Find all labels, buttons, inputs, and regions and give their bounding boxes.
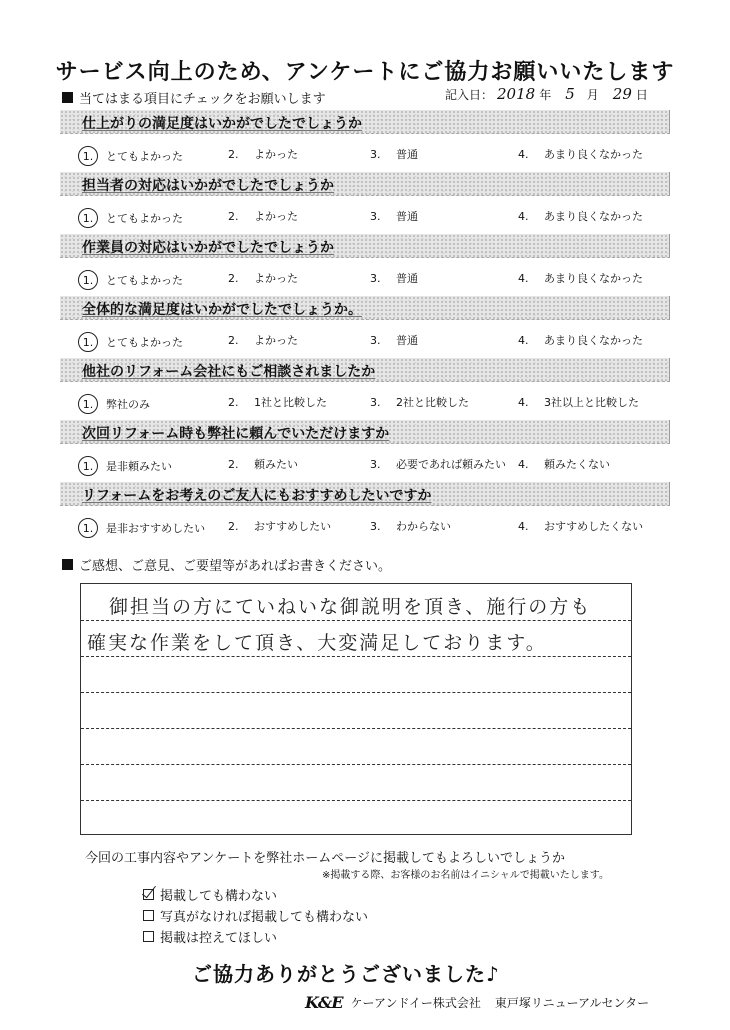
question-header bbox=[60, 420, 670, 444]
option-number: 3. bbox=[370, 333, 381, 347]
option-label: 是非頼みたい bbox=[106, 460, 172, 473]
publish-question: 今回の工事内容やアンケートを弊社ホームページに掲載してもよろしいでしょうか bbox=[85, 851, 565, 866]
option-label: 普通 bbox=[396, 148, 418, 161]
thanks-message: ご協力ありがとうございました♪ bbox=[192, 962, 500, 986]
option-2[interactable] bbox=[228, 394, 327, 410]
date-day-unit: 日 bbox=[635, 88, 648, 102]
option-number: 1. bbox=[78, 394, 98, 414]
option-1[interactable] bbox=[82, 270, 183, 290]
question-2 bbox=[60, 172, 670, 234]
question-header bbox=[60, 110, 670, 134]
option-4[interactable] bbox=[518, 208, 643, 224]
option-3[interactable] bbox=[370, 456, 506, 472]
option-1[interactable] bbox=[82, 332, 183, 352]
option-label: わからない bbox=[396, 520, 451, 533]
option-label: よかった bbox=[254, 210, 298, 223]
option-number: 4. bbox=[518, 147, 529, 161]
question-list bbox=[60, 110, 670, 544]
publish-option-label: 掲載しても構わない bbox=[160, 889, 278, 904]
option-number: 3. bbox=[370, 147, 381, 161]
publish-options bbox=[143, 884, 368, 947]
option-label: あまり良くなかった bbox=[544, 148, 643, 161]
option-3[interactable] bbox=[370, 394, 469, 410]
option-1[interactable] bbox=[82, 208, 183, 228]
option-4[interactable] bbox=[518, 518, 643, 534]
option-4[interactable] bbox=[518, 394, 639, 410]
option-label: 3社以上と比較した bbox=[544, 396, 639, 409]
question-text: 次回リフォーム時も弊社に頼んでいただけますか bbox=[82, 426, 390, 442]
question-3 bbox=[60, 234, 670, 296]
ruled-line bbox=[81, 800, 631, 801]
option-label: とてもよかった bbox=[106, 336, 183, 349]
option-number: 2. bbox=[228, 457, 239, 471]
option-2[interactable] bbox=[228, 208, 298, 224]
option-group bbox=[60, 444, 670, 478]
option-4[interactable] bbox=[518, 456, 610, 472]
instruction-text: 当てはまる項目にチェックをお願いします bbox=[79, 92, 326, 107]
option-number: 4. bbox=[518, 457, 529, 471]
ruled-line bbox=[81, 692, 631, 693]
square-bullet-icon bbox=[62, 559, 73, 570]
option-1[interactable] bbox=[82, 146, 183, 166]
question-text: 担当者の対応はいかがでしたでしょうか bbox=[82, 178, 334, 194]
option-group bbox=[60, 134, 670, 168]
option-group bbox=[60, 196, 670, 230]
option-label: 普通 bbox=[396, 334, 418, 347]
comments-label-text: ご感想、ご意見、ご要望等があればお書きください。 bbox=[79, 559, 392, 574]
option-number: 4. bbox=[518, 333, 529, 347]
option-1[interactable] bbox=[82, 456, 172, 476]
option-number: 1. bbox=[78, 518, 98, 538]
question-text: 他社のリフォーム会社にもご相談されましたか bbox=[82, 364, 376, 380]
publish-option-label: 写真がなければ掲載しても構わない bbox=[160, 910, 369, 925]
option-label: とてもよかった bbox=[106, 212, 183, 225]
question-text: 全体的な満足度はいかがでしたでしょうか。 bbox=[82, 302, 362, 318]
publish-option-decline[interactable] bbox=[143, 926, 368, 947]
option-label: 弊社のみ bbox=[106, 398, 150, 411]
checkbox-icon[interactable] bbox=[143, 931, 154, 942]
square-bullet-icon bbox=[62, 92, 73, 103]
comment-line-1: 御担当の方にていねいな御説明を頂き、施行の方も bbox=[109, 596, 592, 618]
date-day[interactable]: 29 bbox=[612, 85, 632, 103]
question-header bbox=[60, 482, 670, 506]
option-1[interactable] bbox=[82, 394, 150, 414]
option-4[interactable] bbox=[518, 146, 643, 162]
question-text: リフォームをお考えのご友人にもおすすめしたいですか bbox=[82, 488, 432, 504]
option-label: よかった bbox=[254, 272, 298, 285]
ruled-line bbox=[81, 656, 631, 657]
question-6 bbox=[60, 420, 670, 482]
option-label: 普通 bbox=[396, 210, 418, 223]
option-number: 4. bbox=[518, 209, 529, 223]
option-label: おすすめしたい bbox=[254, 520, 332, 533]
option-number: 3. bbox=[370, 209, 381, 223]
option-label: 頼みたい bbox=[254, 458, 298, 471]
option-4[interactable] bbox=[518, 332, 643, 348]
publish-option-allow[interactable] bbox=[143, 884, 368, 905]
option-number: 3. bbox=[370, 395, 381, 409]
option-group bbox=[60, 382, 670, 416]
option-label: とてもよかった bbox=[106, 274, 183, 287]
option-number: 1. bbox=[78, 456, 98, 476]
option-3[interactable] bbox=[370, 270, 418, 286]
option-label: 2社と比較した bbox=[396, 396, 469, 409]
option-3[interactable] bbox=[370, 332, 418, 348]
ruled-line bbox=[81, 620, 631, 621]
option-label: あまり良くなかった bbox=[544, 272, 643, 285]
option-label: よかった bbox=[254, 148, 298, 161]
option-label: おすすめしたくない bbox=[544, 520, 644, 533]
option-4[interactable] bbox=[518, 270, 643, 286]
option-2[interactable] bbox=[228, 270, 298, 286]
date-year-unit: 年 bbox=[539, 88, 552, 102]
option-number: 2. bbox=[228, 519, 239, 533]
question-header bbox=[60, 296, 670, 320]
question-5 bbox=[60, 358, 670, 420]
option-number: 4. bbox=[518, 395, 529, 409]
option-2[interactable] bbox=[228, 332, 298, 348]
company-logo: K&E bbox=[305, 993, 343, 1012]
option-label: 是非おすすめしたい bbox=[106, 522, 206, 535]
entry-date bbox=[445, 85, 648, 103]
publish-option-label: 掲載は控えてほしい bbox=[160, 931, 278, 946]
question-text: 仕上がりの満足度はいかがでしたでしょうか bbox=[82, 116, 362, 132]
option-number: 3. bbox=[370, 519, 381, 533]
question-header bbox=[60, 234, 670, 258]
date-label: 記入日： bbox=[445, 88, 494, 102]
question-1 bbox=[60, 110, 670, 172]
date-year[interactable]: 2018 bbox=[497, 85, 536, 103]
comment-line-2: 確実な作業をして頂き、大変満足しております。 bbox=[87, 632, 547, 654]
option-label: とてもよかった bbox=[106, 150, 183, 163]
option-number: 2. bbox=[228, 395, 239, 409]
question-header bbox=[60, 172, 670, 196]
option-2[interactable] bbox=[228, 146, 298, 162]
option-number: 4. bbox=[518, 271, 529, 285]
option-number: 2. bbox=[228, 147, 239, 161]
date-month[interactable]: 5 bbox=[565, 85, 575, 103]
option-3[interactable] bbox=[370, 208, 418, 224]
question-text: 作業員の対応はいかがでしたでしょうか bbox=[82, 240, 334, 256]
option-group bbox=[60, 320, 670, 354]
option-2[interactable] bbox=[228, 456, 298, 472]
option-number: 2. bbox=[228, 209, 239, 223]
option-number: 1. bbox=[78, 332, 98, 352]
option-number: 3. bbox=[370, 271, 381, 285]
option-label: 必要であれば頼みたい bbox=[396, 458, 506, 471]
option-label: よかった bbox=[254, 334, 298, 347]
option-number: 1. bbox=[78, 270, 98, 290]
page-title: サービス向上のため、アンケートにご協力お願いいたします bbox=[55, 60, 675, 85]
option-number: 2. bbox=[228, 271, 239, 285]
ruled-line bbox=[81, 764, 631, 765]
option-3[interactable] bbox=[370, 518, 451, 534]
option-number: 3. bbox=[370, 457, 381, 471]
question-7 bbox=[60, 482, 670, 544]
option-number: 1. bbox=[78, 146, 98, 166]
option-3[interactable] bbox=[370, 146, 418, 162]
comments-label bbox=[62, 555, 391, 574]
option-label: 頼みたくない bbox=[544, 458, 610, 471]
option-number: 2. bbox=[228, 333, 239, 347]
option-number: 1. bbox=[78, 208, 98, 228]
footer bbox=[305, 993, 649, 1012]
option-label: 1社と比較した bbox=[254, 396, 327, 409]
question-4 bbox=[60, 296, 670, 358]
ruled-line bbox=[81, 728, 631, 729]
option-number: 4. bbox=[518, 519, 529, 533]
option-group bbox=[60, 506, 670, 540]
option-label: あまり良くなかった bbox=[544, 334, 643, 347]
option-1[interactable] bbox=[82, 518, 205, 538]
instruction bbox=[62, 88, 326, 107]
checkbox-checked-icon[interactable] bbox=[143, 889, 154, 900]
date-month-unit: 月 bbox=[586, 88, 599, 102]
option-2[interactable] bbox=[228, 518, 331, 534]
comment-textarea[interactable] bbox=[80, 583, 632, 835]
option-label: あまり良くなかった bbox=[544, 210, 643, 223]
option-label: 普通 bbox=[396, 272, 418, 285]
branch-name: 東戸塚リニューアルセンター bbox=[494, 996, 650, 1010]
company-name: ケーアンドイー株式会社 bbox=[350, 996, 481, 1010]
publish-note: ※掲載する際、お客様のお名前はイニシャルで掲載いたします。 bbox=[322, 870, 609, 881]
option-group bbox=[60, 258, 670, 292]
publish-option-no-photos[interactable] bbox=[143, 905, 368, 926]
question-header bbox=[60, 358, 670, 382]
checkbox-icon[interactable] bbox=[143, 910, 154, 921]
